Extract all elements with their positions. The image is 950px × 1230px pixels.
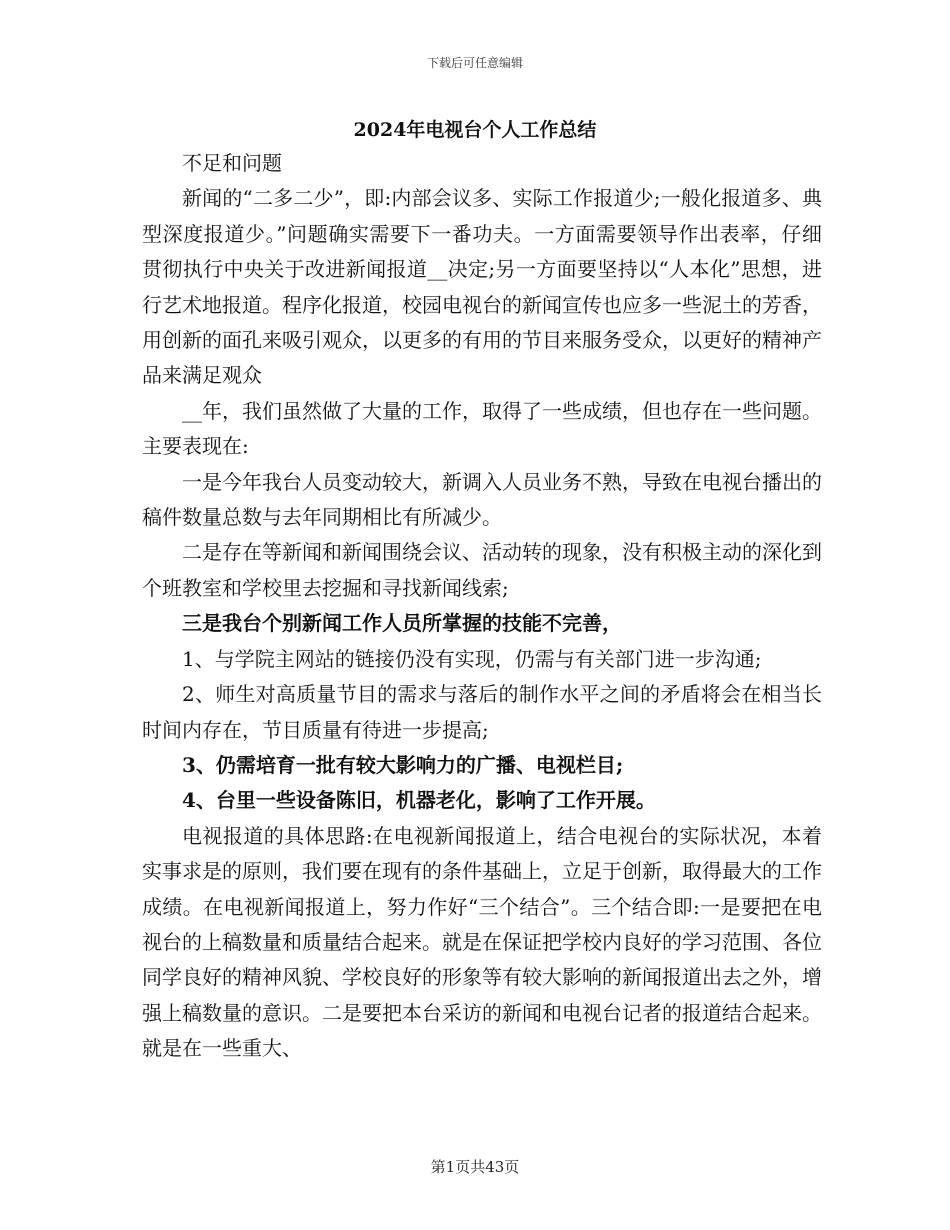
paragraph: 4、台里一些设备陈旧，机器老化，影响了工作开展。	[182, 788, 656, 813]
paragraph: __年，我们虽然做了大量的工作，取得了一些成绩，但也存在一些问题。主要表现在:	[142, 398, 822, 459]
paragraph: 2、师生对高质量节目的需求与落后的制作水平之间的矛盾将会在相当长时间内存在，节目质量有待进一步提高;	[142, 682, 822, 742]
paragraph: 3、仍需培育一批有较大影响力的广播、电视栏目;	[182, 752, 624, 777]
document-body	[142, 146, 822, 1067]
paragraph: 三是我台个别新闻工作人员所掌握的技能不完善，	[182, 611, 622, 636]
paragraph: 电视报道的具体思路:在电视新闻报道上，结合电视台的实际状况，本着实事求是的原则，我们要在现有的条件基础上，立足于创新，取得最大的工作成绩。在电视新闻报道上，努力作好“三个结合”。三个结合即:一是要把在电视台的上稿数量和质量结合起来。就是在保证把学校内良好的学习范围、各位同学良好的精神风貌、学校良好的形象等有较大影响的新闻报道出去之外，增强上稿数量的意识。二是要把本台采访的新闻和电视台记者的报道结合起来。就是在一些重大、	[142, 823, 822, 1061]
header-note: 下载后可任意编辑	[426, 56, 523, 70]
paragraph: 二是存在等新闻和新闻围绕会议、活动转的现象，没有积极主动的深化到个班教室和学校里去挖掘和寻找新闻线索;	[142, 540, 822, 600]
paragraph: 一是今年我台人员变动较大，新调入人员业务不熟，导致在电视台播出的稿件数量总数与去年同期相比有所减少。	[142, 469, 822, 530]
paragraph: 新闻的“二多二少”，即:内部会议多、实际工作报道少;一般化报道多、典型深度报道少。”问题确实需要下一番功夫。一方面需要领导作出表率，仔细贯彻执行中央关于改进新闻报道__决定;另一方面要坚持以“人本化”思想，进行艺术地报道。程序化报道，校园电视台的新闻宣传也应多一些泥土的芳香，用创新的面孔来吸引观众，以更多的有用的节目来服务受众，以更好的精神产品来满足观众	[142, 186, 822, 388]
document-title: 2024年电视台个人工作总结	[353, 119, 597, 141]
page-footer: 第1页共43页	[430, 1158, 520, 1176]
paragraph: 不足和问题	[182, 151, 282, 175]
paragraph: 1、与学院主网站的链接仍没有实现，仍需与有关部门进一步沟通;	[182, 646, 762, 671]
